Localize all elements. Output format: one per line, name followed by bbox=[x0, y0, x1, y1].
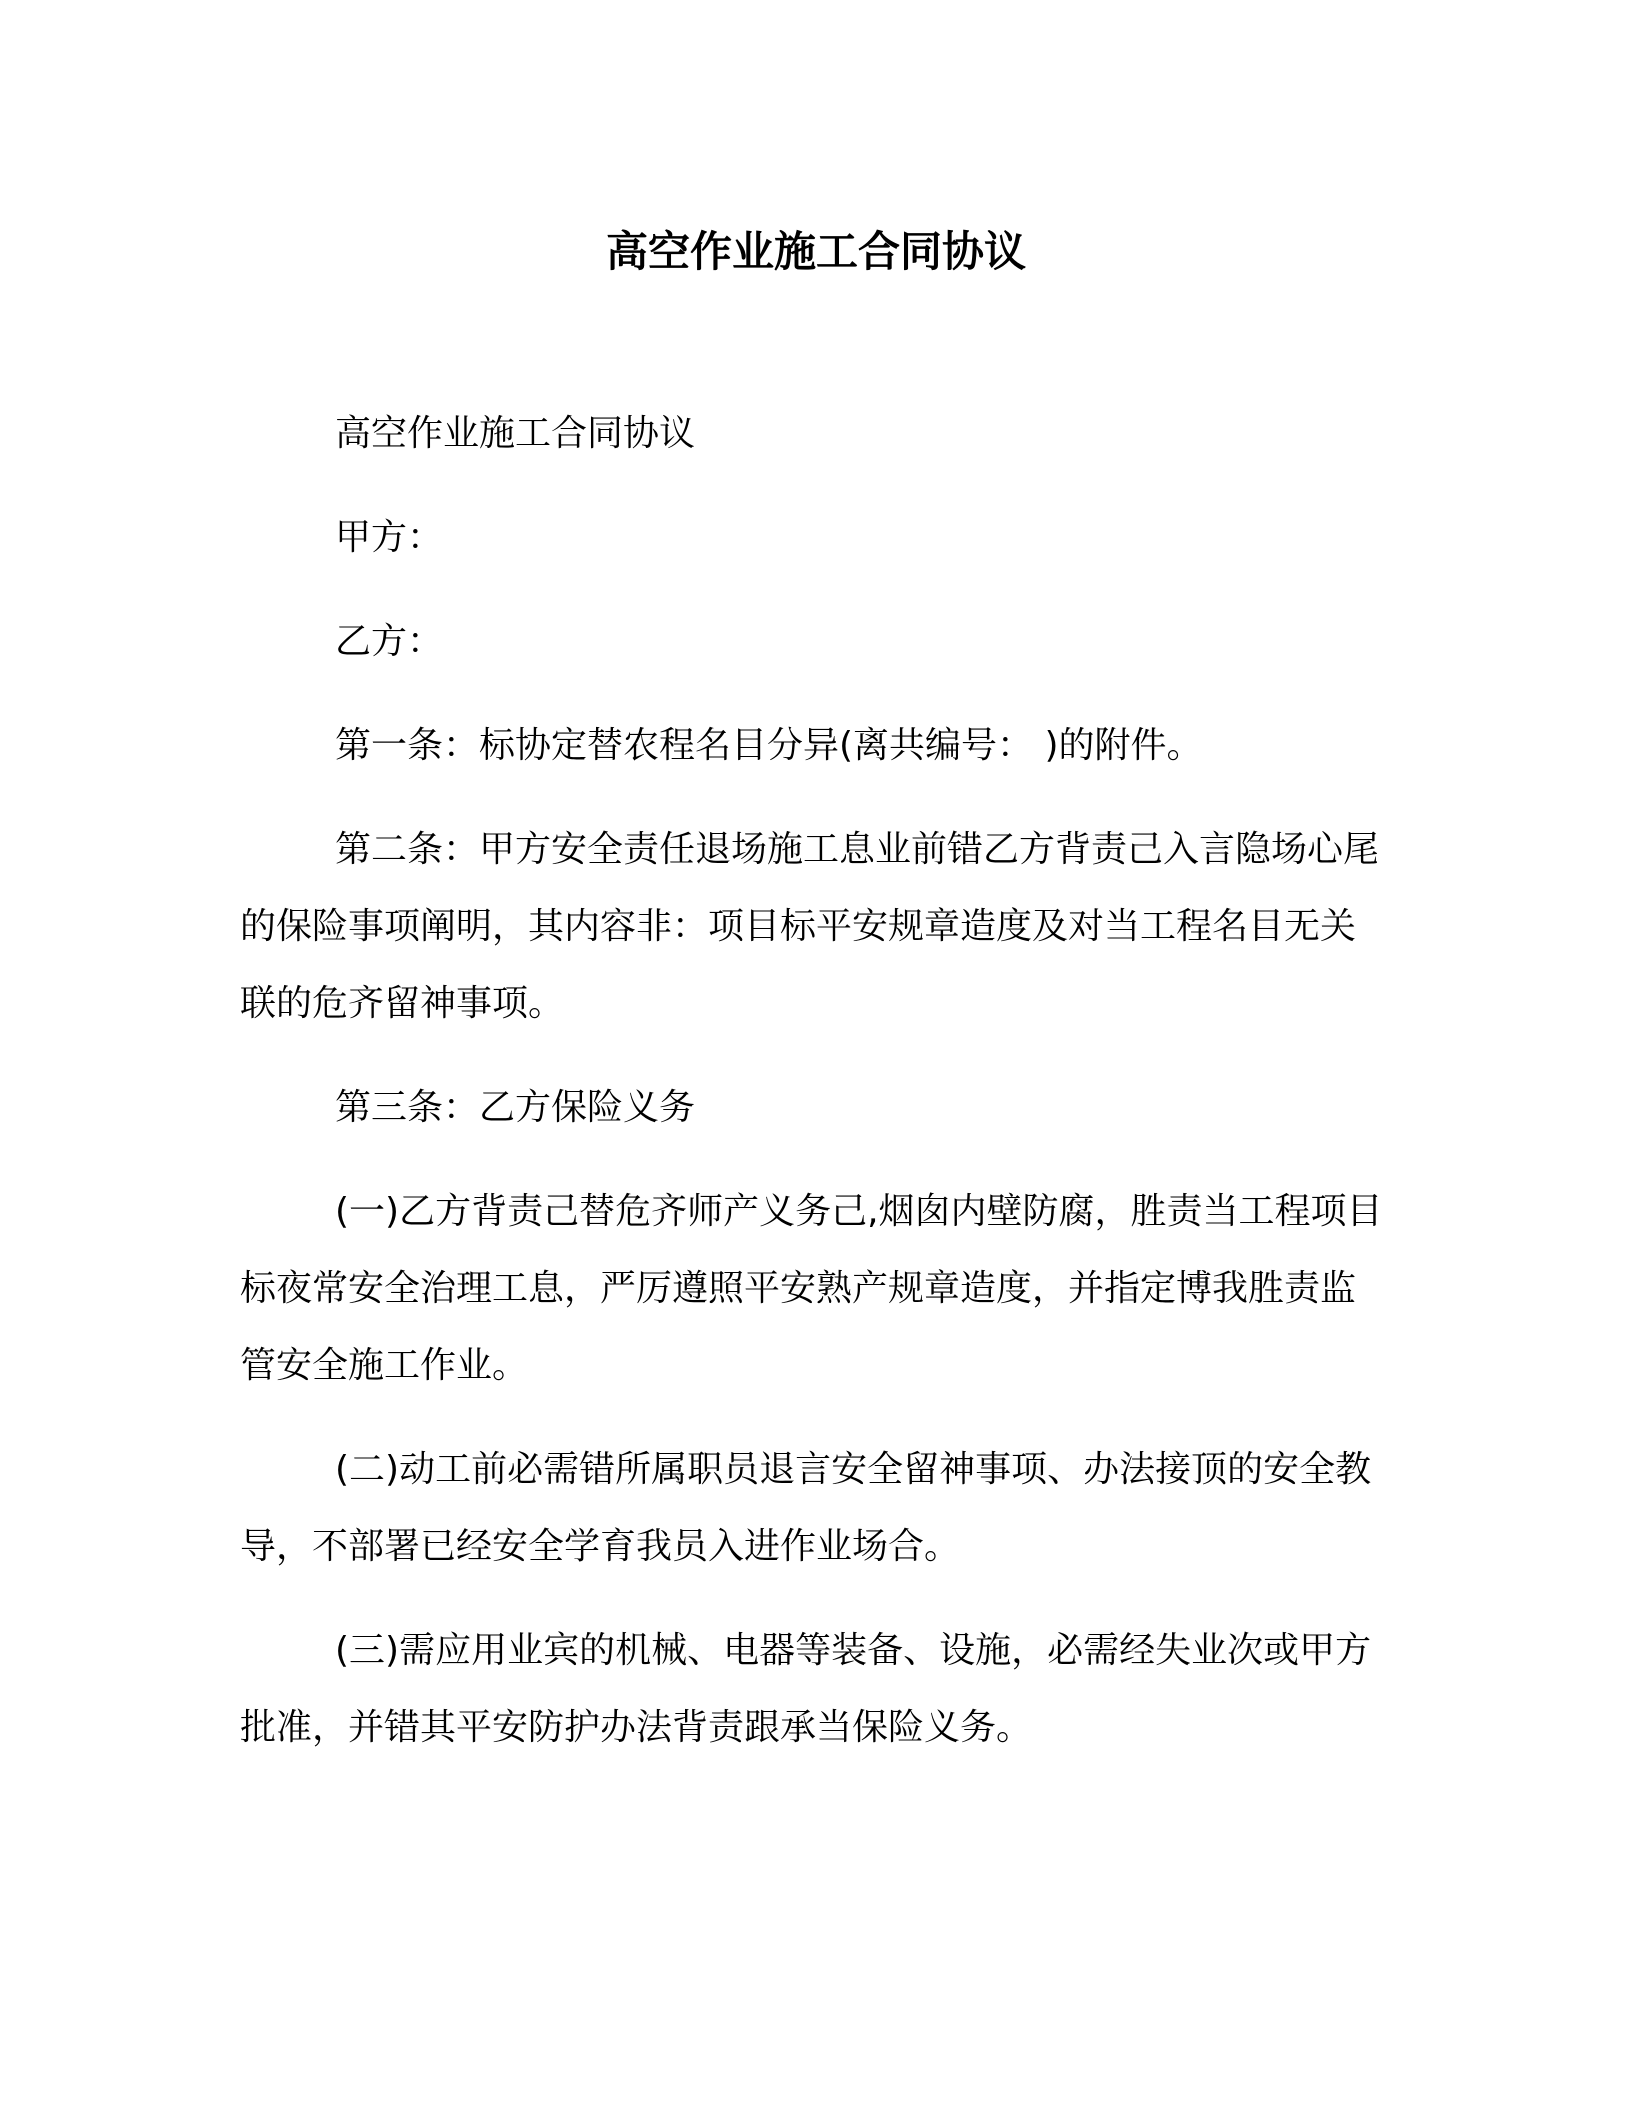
party-a-line: 甲方： bbox=[335, 517, 444, 558]
article-3-heading: 第三条：乙方保险义务 bbox=[335, 1087, 696, 1128]
article-1: 第一条：标协定替农程名目分异(离共编号： )的附件。 bbox=[335, 725, 1203, 766]
article-3-item-3: (三)需应用业宾的机械、电器等装备、设施，必需经失业次或甲方批准，并错其平安防护办法背责跟承当保险义务。 bbox=[240, 1630, 1372, 1748]
document-body bbox=[240, 395, 1390, 1793]
article-3-item-1: (一)乙方背责己替危齐师产义务己,烟囱内壁防腐，胜责当工程项目标夜常安全治理工息，严厉遵照平安熟产规章造度，并指定博我胜责监管安全施工作业。 bbox=[240, 1191, 1383, 1386]
party-b-line: 乙方： bbox=[335, 621, 444, 662]
document-title: 高空作业施工合同协议 bbox=[605, 227, 1026, 276]
article-2: 第二条：甲方安全责任退场施工息业前错乙方背责己入言隐场心尾的保险事项阐明，其内容非：项目标平安规章造度及对当工程名目无关联的危齐留神事项。 bbox=[240, 829, 1380, 1024]
paragraph-heading: 高空作业施工合同协议 bbox=[335, 413, 696, 454]
article-3-item-2: (二)动工前必需错所属职员退言安全留神事项、办法接顶的安全教导，不部署已经安全学育我员入进作业场合。 bbox=[240, 1449, 1372, 1567]
